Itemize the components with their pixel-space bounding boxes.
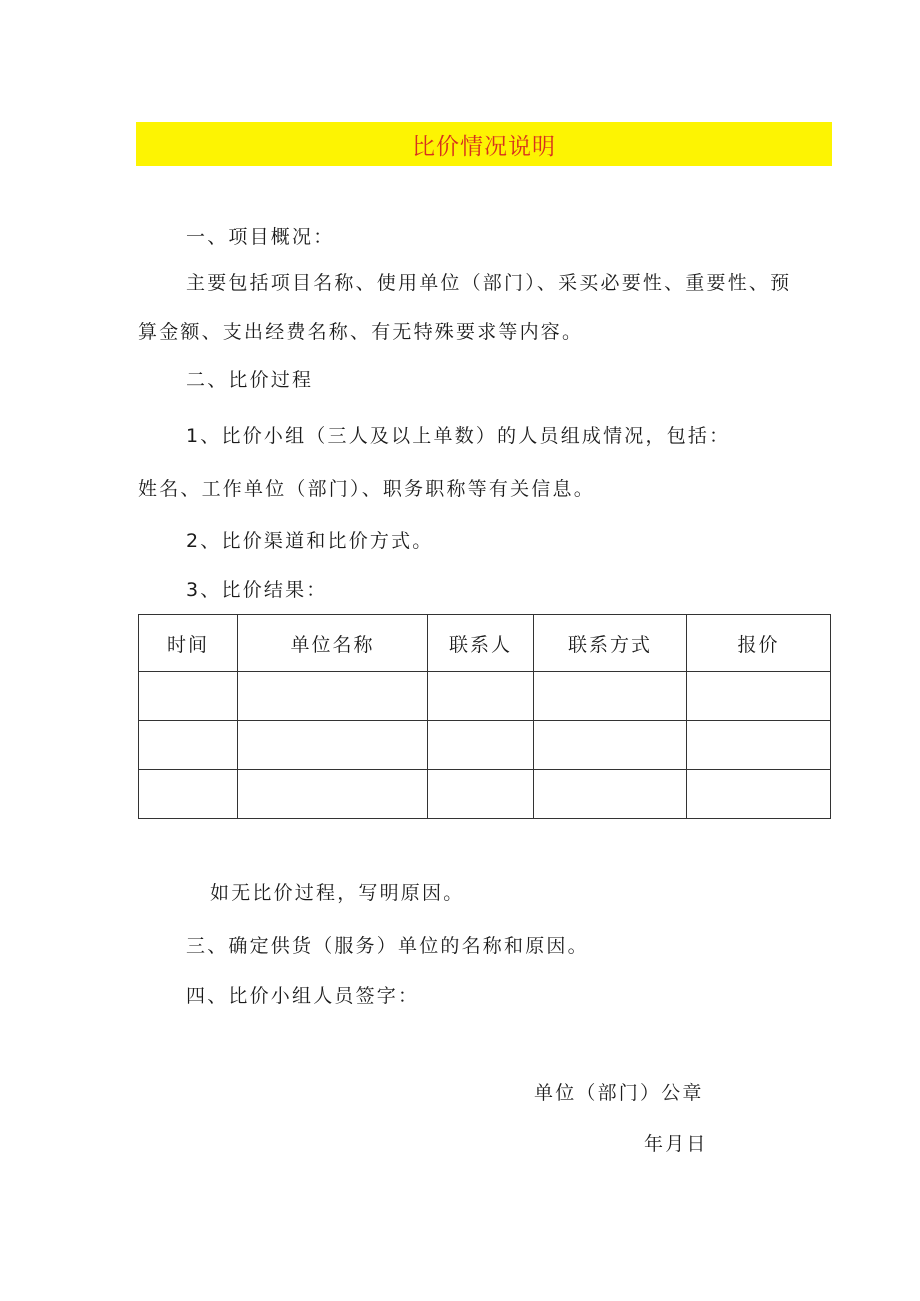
table-cell[interactable]	[238, 770, 428, 819]
date-label: 年月日	[644, 1133, 708, 1155]
section-2-item-3: 3、比价结果：	[186, 579, 328, 601]
section-1-body-line-2: 算金额、支出经费名称、有无特殊要求等内容。	[138, 321, 584, 343]
table-cell[interactable]	[687, 770, 831, 819]
no-process-note: 如无比价过程，写明原因。	[210, 882, 465, 904]
table-cell[interactable]	[534, 770, 687, 819]
table-cell[interactable]	[687, 672, 831, 721]
table-row	[139, 770, 831, 819]
section-1-body-line-1: 主要包括项目名称、使用单位（部门）、采买必要性、重要性、预	[186, 272, 792, 294]
section-2-item-1-line-1: 1、比价小组（三人及以上单数）的人员组成情况，包括：	[186, 425, 731, 447]
price-comparison-table	[138, 614, 831, 819]
table-cell[interactable]	[428, 672, 534, 721]
section-1-heading: 一、项目概况：	[186, 226, 335, 248]
table-cell[interactable]	[238, 672, 428, 721]
column-header-time: 时间	[139, 615, 238, 672]
page-title: 比价情况说明	[412, 133, 556, 160]
section-4-heading: 四、比价小组人员签字：	[186, 985, 420, 1007]
table-cell[interactable]	[238, 721, 428, 770]
table-header-row	[139, 615, 831, 672]
section-2-item-2: 2、比价渠道和比价方式。	[186, 530, 434, 552]
section-2-heading: 二、比价过程	[186, 369, 314, 391]
table-cell[interactable]	[139, 672, 238, 721]
title-banner	[136, 122, 832, 166]
column-header-unit-name: 单位名称	[238, 615, 428, 672]
seal-label: 单位（部门）公章	[534, 1082, 704, 1104]
table-cell[interactable]	[139, 721, 238, 770]
table-cell[interactable]	[534, 721, 687, 770]
column-header-contact-info: 联系方式	[534, 615, 687, 672]
table-cell[interactable]	[428, 721, 534, 770]
section-3-heading: 三、确定供货（服务）单位的名称和原因。	[186, 935, 589, 957]
table-cell[interactable]	[428, 770, 534, 819]
table-cell[interactable]	[534, 672, 687, 721]
column-header-contact-person: 联系人	[428, 615, 534, 672]
table-cell[interactable]	[139, 770, 238, 819]
section-2-item-1-line-2: 姓名、工作单位（部门）、职务职称等有关信息。	[138, 478, 595, 500]
table-row	[139, 721, 831, 770]
table-cell[interactable]	[687, 721, 831, 770]
table-row	[139, 672, 831, 721]
column-header-quote: 报价	[687, 615, 831, 672]
